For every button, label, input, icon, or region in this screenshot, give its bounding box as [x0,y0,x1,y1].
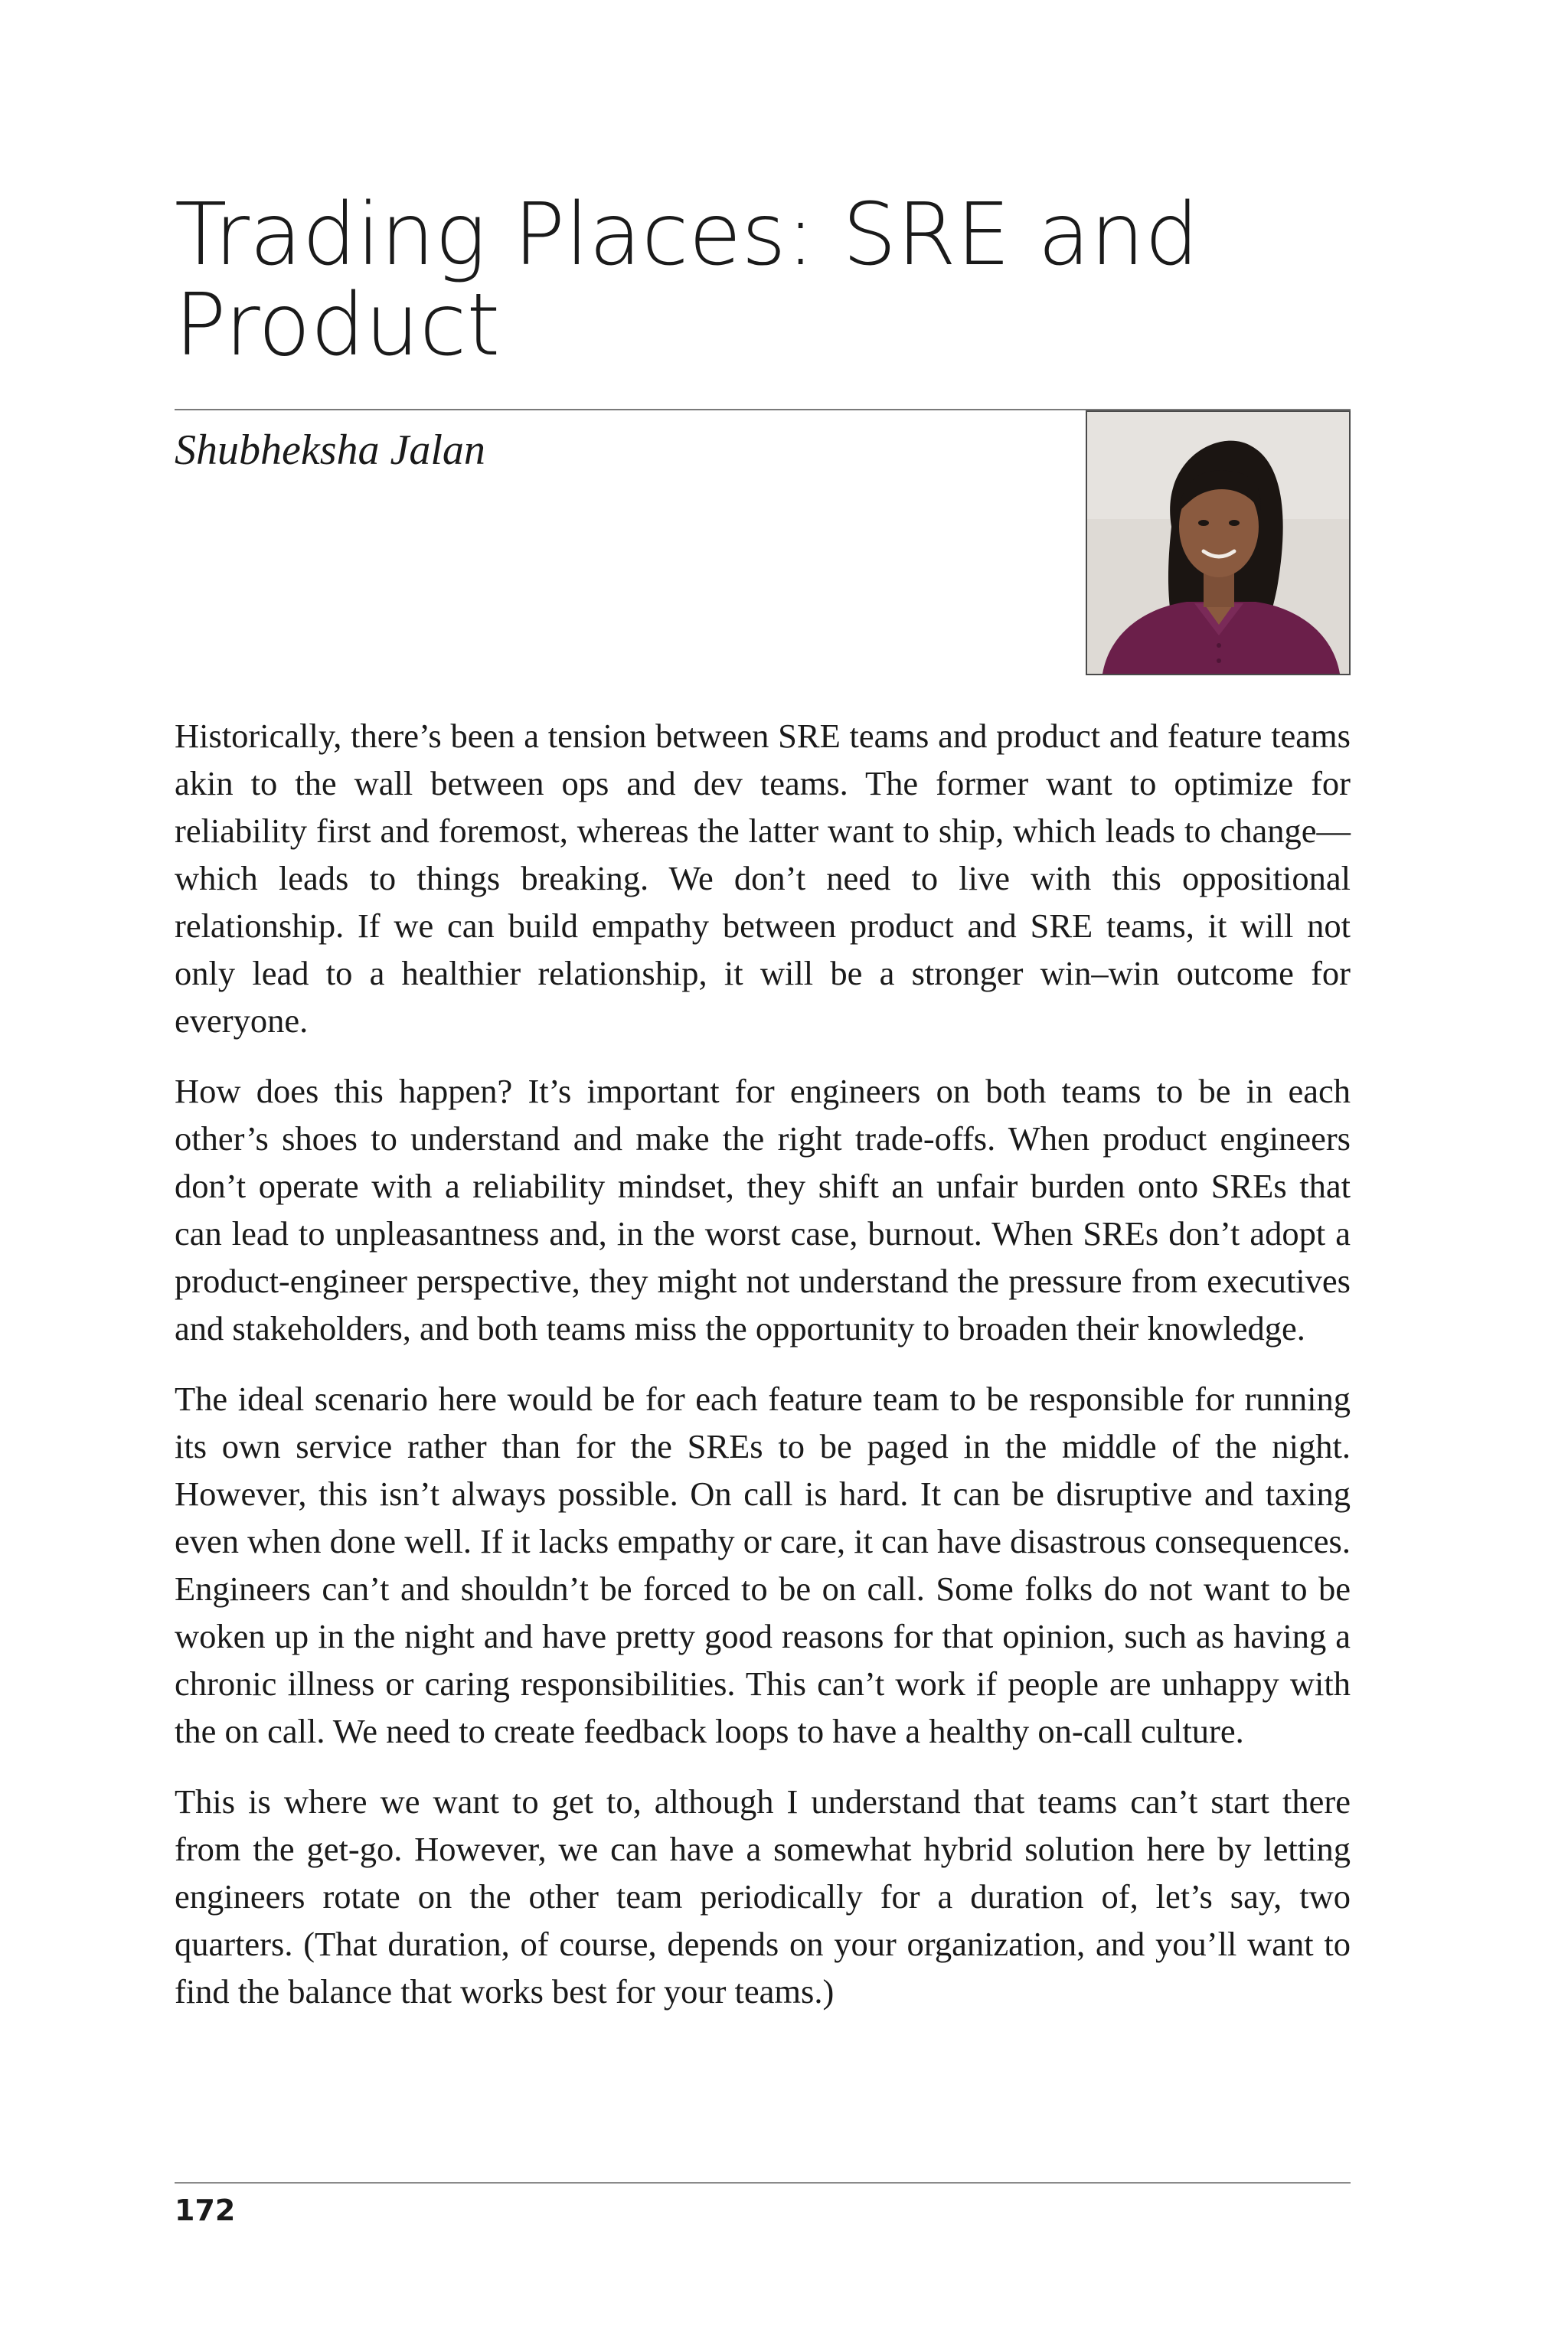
author-name: Shubheksha Jalan [175,426,485,474]
author-photo-icon [1087,412,1349,674]
page-number: 172 [175,2194,236,2227]
paragraph-2: How does this happen? It’s important for engineers on both teams to be in each other’s shoes to understand and make the right trade-offs. When product engineers don’t operate with a reliability mindset, they shift an unfair burden onto SREs that can lead to unpleasantness and, in the worst case, burnout. When SREs don’t adopt a product-engineer perspective, they might not understand the pressure from executives and stakeholders, and both teams miss the opportunity to broaden their knowledge. [175,1072,1351,1348]
author-photo [1086,410,1351,675]
paragraph-4: This is where we want to get to, although I understand that teams can’t start there from the get-go. However, we can have a somewhat hybrid solution here by letting engineers rotate on the other team periodically for a duration of, let’s say, two quarters. (That duration, of course, depends on your organization, and you’ll want to find the balance that works best for your teams.) [175,1782,1351,2011]
paragraph-3: The ideal scenario here would be for each feature team to be responsible for running its own service rather than for the SREs to be paged in the middle of the night. However, this isn’t always possible. On call is hard. It can be disruptive and taxing even when done well. If it lacks empathy or care, it can have disastrous consequences. Engineers can’t and shouldn’t be forced to be on call. Some folks do not want to be woken up in the night and have pretty good reasons for that opinion, such as having a chronic illness or caring responsibilities. This can’t work if people are unhappy with the on call. We need to create feedback loops to have a healthy on-call culture. [175,1380,1351,1750]
footer-divider [175,2182,1351,2184]
paragraph-1: Historically, there’s been a tension between SRE teams and product and feature teams akin to the wall between ops and dev teams. The former want to optimize for reliability first and foremost, whereas the latter want to ship, which leads to change—which leads to things breaking. We don’t need to live with this oppositional relationship. If we can build empathy between product and SRE teams, it will not only lead to a healthier relationship, it will be a stronger win–win outcome for everyone. [175,717,1351,1040]
chapter-title: Trading Places: SRE and Product [175,185,1200,375]
chapter-body [175,712,1351,2038]
